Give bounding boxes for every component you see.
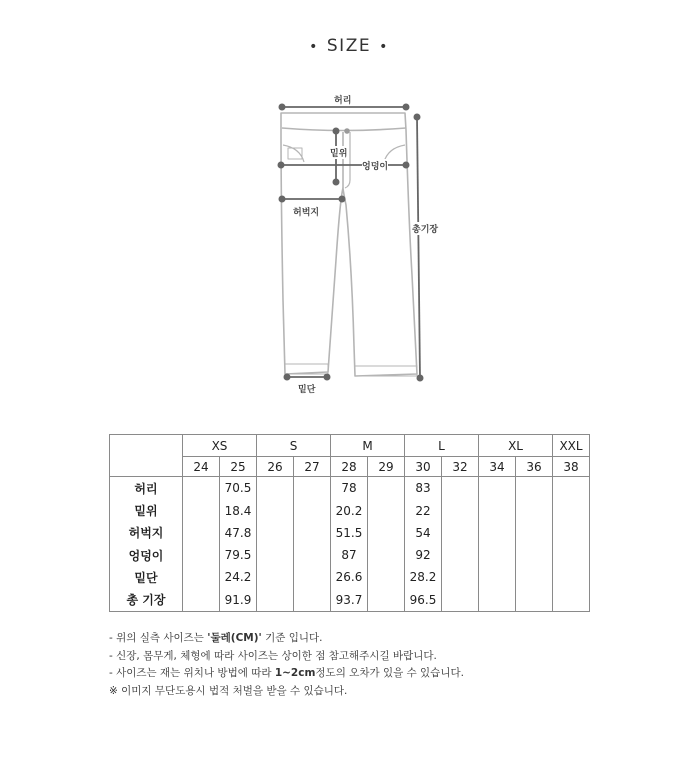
waist-size-cell: 24: [183, 457, 220, 477]
measurement-cell: [479, 544, 516, 566]
measurement-cell: [553, 477, 590, 500]
measurement-cell: [516, 522, 553, 544]
measurement-cell: [368, 477, 405, 500]
measurement-cell: [257, 566, 294, 588]
title-dot-left: •: [309, 39, 319, 55]
waist-size-cell: 30: [405, 457, 442, 477]
measurement-cell: [368, 522, 405, 544]
measurement-cell: 51.5: [331, 522, 368, 544]
waist-size-cell: 38: [553, 457, 590, 477]
measurement-cell: [479, 522, 516, 544]
measurement-cell: [553, 522, 590, 544]
measurement-cell: [257, 477, 294, 500]
size-group-s: S: [257, 435, 331, 457]
measurement-cell: [442, 522, 479, 544]
measurement-cell: 70.5: [220, 477, 257, 500]
measurement-cell: [183, 477, 220, 500]
measurement-cell: 78: [331, 477, 368, 500]
measurement-cell: [294, 499, 331, 521]
measurement-row: [110, 544, 590, 566]
measurement-cell: [183, 589, 220, 612]
measurement-cell: 22: [405, 499, 442, 521]
measurement-cell: 20.2: [331, 499, 368, 521]
measurement-cell: 79.5: [220, 544, 257, 566]
measurement-cell: 24.2: [220, 566, 257, 588]
measurement-cell: 96.5: [405, 589, 442, 612]
size-title-text: SIZE: [326, 36, 372, 56]
measurement-cell: [257, 589, 294, 612]
label-thigh: 허벅지: [293, 208, 320, 218]
measurement-cell: 47.8: [220, 522, 257, 544]
measurement-cell: [553, 589, 590, 612]
size-table: [109, 434, 590, 612]
measurement-cell: [368, 499, 405, 521]
measurement-cell: [442, 566, 479, 588]
note-1-text-end: 기준 입니다.: [261, 632, 323, 644]
waistband-line: [282, 128, 406, 131]
measurement-cell: [442, 589, 479, 612]
measurement-row: [110, 589, 590, 612]
measurement-cell: [183, 499, 220, 521]
label-waist: 허리: [334, 96, 352, 106]
measurement-cell: [479, 499, 516, 521]
waist-size-cell: 32: [442, 457, 479, 477]
note-2: - 신장, 몸무게, 체형에 따라 사이즈는 상이한 점 참고해주시길 바랍니다.: [109, 649, 437, 662]
waist-size-cell: 27: [294, 457, 331, 477]
measurement-cell: [183, 522, 220, 544]
note-3-text: - 사이즈는 재는 위치나 방법에 따라: [109, 667, 275, 679]
waist-size-cell: 36: [516, 457, 553, 477]
row-label: 밑단: [110, 566, 183, 588]
measurement-cell: [257, 544, 294, 566]
measurement-cell: [516, 566, 553, 588]
measurement-row: [110, 477, 590, 500]
waist-size-cell: 26: [257, 457, 294, 477]
pants-illustration: [281, 113, 417, 376]
measurement-cell: 26.6: [331, 566, 368, 588]
note-1: [109, 630, 464, 648]
size-group-row: [110, 435, 590, 457]
note-3-text-end: 정도의 오차가 있을 수 있습니다.: [315, 667, 464, 679]
corner-cell: [110, 435, 183, 477]
size-group-xl: XL: [479, 435, 553, 457]
measurement-cell: [183, 566, 220, 588]
size-group-xs: XS: [183, 435, 257, 457]
measurement-cell: 91.9: [220, 589, 257, 612]
measurement-rows: [110, 477, 590, 612]
measurement-cell: [294, 522, 331, 544]
label-hip: 엉덩이: [362, 159, 388, 172]
measurement-cell: 83: [405, 477, 442, 500]
measurement-cell: [479, 477, 516, 500]
fly-stitch: [345, 132, 350, 188]
total-length-measure-line: [417, 117, 420, 378]
note-1-text: - 위의 실측 사이즈는: [109, 632, 208, 644]
size-group-m: M: [331, 435, 405, 457]
label-hem: 밑단: [298, 385, 316, 395]
measurement-cell: 18.4: [220, 499, 257, 521]
measurement-cell: [257, 522, 294, 544]
label-total-length: 총기장: [412, 222, 438, 235]
measurement-cell: 54: [405, 522, 442, 544]
note-1-bold: '둘레(CM)': [207, 632, 262, 644]
measurement-cell: [516, 589, 553, 612]
waist-size-cell: 28: [331, 457, 368, 477]
waist-size-cell: 25: [220, 457, 257, 477]
measurement-cell: [516, 477, 553, 500]
measurement-cell: 92: [405, 544, 442, 566]
waist-button: [344, 128, 350, 134]
measurement-cell: 87: [331, 544, 368, 566]
measurement-cell: [183, 544, 220, 566]
measurement-cell: [294, 477, 331, 500]
measurement-cell: [553, 499, 590, 521]
measurement-row: [110, 499, 590, 521]
measurement-cell: [442, 499, 479, 521]
waist-size-cell: 34: [479, 457, 516, 477]
measurement-cell: [294, 544, 331, 566]
measurement-cell: [479, 566, 516, 588]
measurement-cell: [553, 566, 590, 588]
row-label: 엉덩이: [110, 544, 183, 566]
row-label: 밑위: [110, 499, 183, 521]
title-dot-right: •: [379, 39, 389, 55]
measurement-cell: [516, 499, 553, 521]
pants-outline: [281, 113, 417, 376]
measurement-cell: [479, 589, 516, 612]
measurement-cell: 28.2: [405, 566, 442, 588]
measurement-cell: [553, 544, 590, 566]
measurement-cell: [368, 544, 405, 566]
measurement-cell: [442, 477, 479, 500]
row-label: 허리: [110, 477, 183, 500]
measurement-row: [110, 566, 590, 588]
measurement-cell: [368, 566, 405, 588]
measurement-cell: 93.7: [331, 589, 368, 612]
measurement-cell: [516, 544, 553, 566]
note-3-bold: 1~2cm: [274, 667, 316, 679]
size-notes: [109, 630, 464, 700]
size-group-xxl: XXL: [553, 435, 590, 457]
row-label: 허벅지: [110, 522, 183, 544]
size-group-l: L: [405, 435, 479, 457]
label-rise: 밑위: [330, 146, 347, 159]
measurement-cell: [442, 544, 479, 566]
note-3: [109, 665, 464, 683]
measurement-cell: [257, 499, 294, 521]
measurement-cell: [368, 589, 405, 612]
waist-size-cell: 29: [368, 457, 405, 477]
note-4: ※ 이미지 무단도용시 법적 처벌을 받을 수 있습니다.: [109, 684, 348, 697]
row-label: 총 기장: [110, 589, 183, 612]
measurement-cell: [294, 566, 331, 588]
measurement-cell: [294, 589, 331, 612]
measurement-row: [110, 522, 590, 544]
